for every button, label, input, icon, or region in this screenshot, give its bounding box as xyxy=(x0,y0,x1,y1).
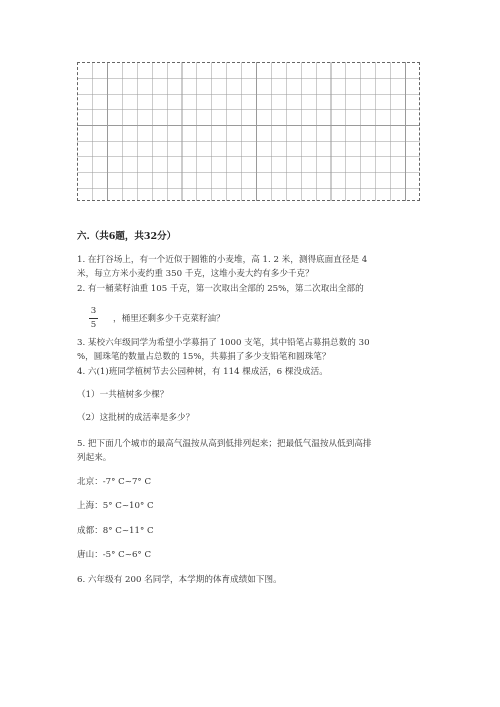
fraction-denominator: 5 xyxy=(90,320,97,330)
city-temperature-tangshan: 唐山：-5° C~6° C xyxy=(77,550,152,560)
question-5-line-1: 5. 把下面几个城市的最高气温按从高到低排列起来；把最低气温按从低到高排 xyxy=(77,439,372,449)
question-2-line-2: ，桶里还剩多少千克菜籽油？ xyxy=(113,314,225,324)
fraction-numerator: 3 xyxy=(90,306,97,316)
question-3-line-1: 3. 某校六年级同学为希望小学募捐了 1000 支笔，其中铅笔占募捐总数的 30 xyxy=(77,338,370,348)
question-1-line-1: 1. 在打谷场上，有一个近似于圆锥的小麦堆，高 1. 2 米，测得底面直径是 4 xyxy=(77,255,368,265)
city-temperature-chengdu: 成都：8° C~11° C xyxy=(77,526,154,536)
question-4-part-1: （1）一共植树多少棵？ xyxy=(77,390,169,400)
section-title: 六.（共6题，共32分） xyxy=(77,231,177,242)
question-1-line-2: 米，每立方米小麦约重 350 千克，这堆小麦大约有多少千克？ xyxy=(77,269,314,279)
question-6: 6. 六年级有 200 名同学，本学期的体育成绩如下图。 xyxy=(77,575,282,585)
question-2-line-1: 2. 有一桶菜籽油重 105 千克，第一次取出全部的 25%，第二次取出全部的 xyxy=(77,284,364,294)
question-4-part-2: （2）这批树的成活率是多少？ xyxy=(77,413,195,423)
fraction-bar xyxy=(89,318,98,319)
city-temperature-shanghai: 上海：5° C~10° C xyxy=(77,501,154,511)
question-5-line-2: 列起来。 xyxy=(77,453,112,463)
city-temperature-beijing: 北京：-7° C~7° C xyxy=(77,477,152,487)
question-4: 4. 六(1)班同学植树节去公园种树，有 114 棵成活，6 棵没成活。 xyxy=(77,367,328,377)
fraction-three-fifths xyxy=(89,306,98,331)
writing-grid xyxy=(77,62,420,201)
question-3-line-2: %，圆珠笔的数量占总数的 15%，共募捐了多少支铅笔和圆珠笔？ xyxy=(77,352,331,362)
